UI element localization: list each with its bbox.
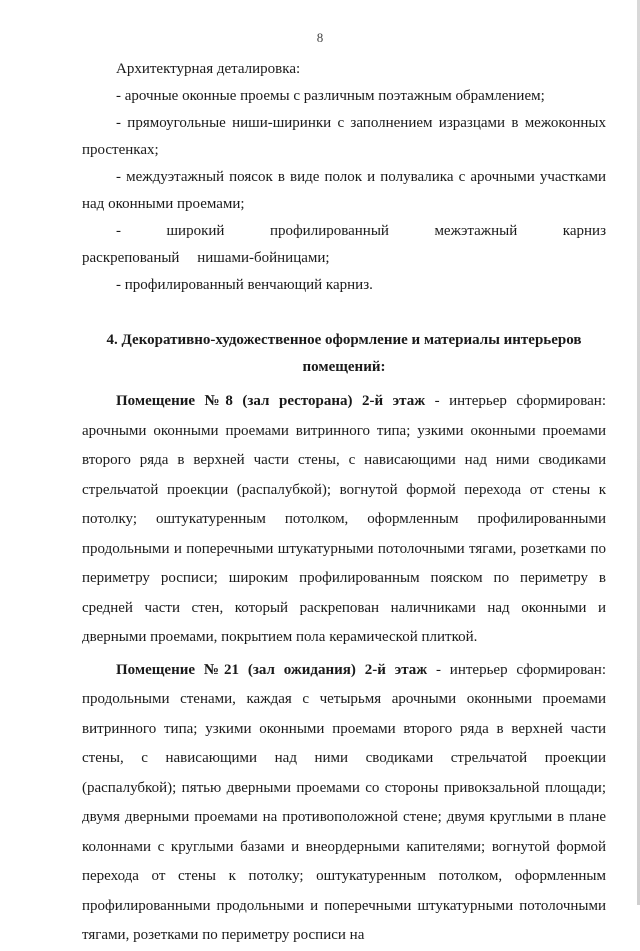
room-21-text: - интерьер сформирован: продольными стенами, каждая с четырьмя арочными оконными проемами витринного типа; узкими оконными проемами второго ряда в верхней части стены, с нависающими над ними сводиками стрельчатой проекции (распалубкой); пятью дверными проемами со стороны привокзальной площади; двумя дверными проемами на противоположной стене; двумя круглыми в плане колоннами с круглыми базами и внеордерными капителями; вогнутой формой перехода от стены к потолку; оштукатуренным потолком, оформленным профилированными продольными и поперечными штукатурными потолочными тягами, розетками по периметру росписи на	[82, 661, 606, 943]
room-8-paragraph	[82, 387, 606, 653]
architecture-intro: Архитектурная деталировка:	[116, 61, 301, 77]
section-heading-line2: помещений:	[302, 359, 386, 375]
room-8-title: Помещение №8 (зал ресторана) 2-й этаж	[116, 393, 426, 409]
rooms-section	[82, 387, 606, 951]
list-item: - профилированный венчающий карниз.	[116, 277, 373, 293]
section-heading	[82, 327, 606, 381]
room-21-paragraph	[82, 656, 606, 951]
room-8-text: - интерьер сформирован: арочными оконными проемами витринного типа; узкими оконными проемами второго ряда в верхней части стены, с нависающими над ними сводиками стрельчатой проекции (распалубкой); вогнутой формой перехода от стены к потолку; оштукатуренным потолком, оформленным профилированными продольными и поперечными штукатурными потолочными тягами, розетками по периметру росписи; широким профилированным пояском по периметру в средней части стен, который раскрепован наличниками над оконными и дверными проемами, покрытием пола керамической плиткой.	[82, 393, 606, 645]
list-item: - междуэтажный поясок в виде полок и полувалика с арочными участками над оконными проемами;	[82, 169, 606, 212]
list-item: - широкий профилированный межэтажный карниз раскрепованый нишами-бойницами;	[82, 223, 606, 266]
document-body	[82, 56, 606, 951]
section-heading-line1: 4. Декоративно-художественное оформление и материалы интерьеров	[106, 332, 582, 348]
list-item: - арочные оконные проемы с различным поэтажным обрамлением;	[116, 88, 545, 104]
list-item: - прямоугольные ниши-ширинки с заполнением изразцами в межоконных простенках;	[82, 115, 606, 158]
room-21-title: Помещение №21 (зал ожидания) 2-й этаж	[116, 661, 428, 678]
architecture-section	[82, 56, 606, 299]
page-number: 8	[316, 30, 324, 45]
